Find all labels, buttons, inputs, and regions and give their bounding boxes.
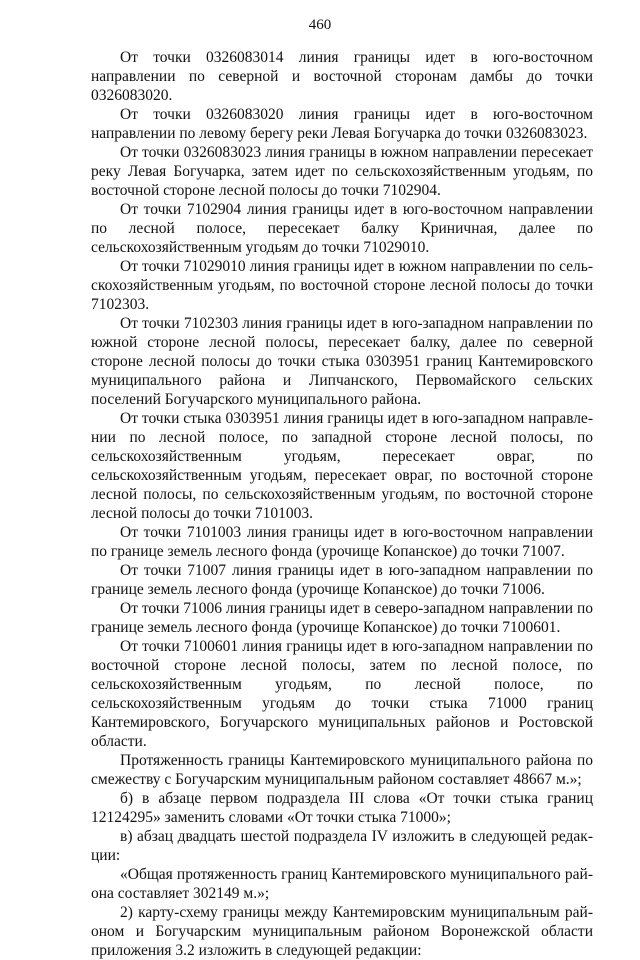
paragraph-5: От точки 71029010 линия границы идет в южном направлении по сельскохозяйственным угодьям, по восточной стороне лесной полосы до точки 7102303. bbox=[91, 258, 593, 313]
paragraph-4: От точки 7102904 линия границы идет в юго-восточном направлении по лесной полосе, пересекает балку Криничная, далее по сельскохозяйственным угодьям до точки 71029010. bbox=[91, 201, 593, 256]
paragraph-11: От точки 7100601 линия границы идет в юго-западном направлении по восточной стороне лесной полосы, затем по лесной полосе, по сельскохозяйственным угодьям, по лесной полосе, по сельскохозяйственным угодьям до точки стыка 71000 границ Кантемировского, Богучарского муниципальных районов и Ростовской области. bbox=[91, 638, 593, 750]
paragraph-8: От точки 7101003 линия границы идет в юго-восточном направлении по границе земель лесного фонда (урочище Копанское) до точки 71007. bbox=[91, 524, 593, 560]
document-body bbox=[91, 48, 593, 960]
paragraph-9: От точки 71007 линия границы идет в юго-западном направлении по границе земель лесного фонда (урочище Копанское) до точки 71006. bbox=[91, 562, 593, 598]
paragraph-10: От точки 71006 линия границы идет в северо-западном направлении по границе земель лесного фонда (урочище Копанское) до точки 7100601. bbox=[91, 600, 594, 636]
paragraph-16: 2) карту-схему границы между Кантемировским муниципальным районом и Богучарским муниципальным районом Воронежской области приложения 3.2 изложить в следующей редакции: bbox=[91, 904, 593, 959]
paragraph-14: в) абзац двадцать шестой подраздела IV изложить в следующей редакции: bbox=[91, 828, 593, 864]
paragraph-13: б) в абзаце первом подраздела III слова «От точки стыка границ 12124295» заменить словами «От точки стыка 71000»; bbox=[91, 790, 593, 826]
paragraph-12: Протяженность границы Кантемировского муниципального района по смежеству с Богучарским муниципальным районом составляет 48667 м.»; bbox=[91, 752, 593, 788]
paragraph-3: От точки 0326083023 линия границы в южном направлении пересекает реку Левая Богучарка, затем идет по сельскохозяйственным угодьям, по восточной стороне лесной полосы до точки 7102904. bbox=[91, 144, 593, 199]
page-number: 460 bbox=[308, 17, 332, 33]
paragraph-7: От точки стыка 0303951 линия границы идет в юго-западном направлении по лесной полосе, по западной стороне лесной полосы, по сельскохозяйственным угодьям, пересекает овраг, по сельскохозяйственным угодьям, пересекает овраг, по восточной стороне лесной полосы, по сельскохозяйственным угодьям, по восточной стороне лесной полосы до точки 7101003. bbox=[91, 410, 593, 522]
paragraph-1: От точки 0326083014 линия границы идет в юго-восточном направлении по северной и восточной сторонам дамбы до точки 0326083020. bbox=[91, 49, 593, 104]
paragraph-15: «Общая протяженность границ Кантемировского муниципального района составляет 302149 м.»; bbox=[91, 866, 593, 902]
paragraph-6: От точки 7102303 линия границы идет в юго-западном направлении по южной стороне лесной полосы, пересекает балку, далее по северной стороне лесной полосы до точки стыка 0303951 границ Кантемировского муниципального района и Липчанского, Первомайского сельских поселений Богучарского муниципального района. bbox=[91, 315, 593, 408]
paragraph-2: От точки 0326083020 линия границы идет в юго-восточном направлении по левому берегу реки Левая Богучарка до точки 0326083023. bbox=[91, 106, 593, 142]
